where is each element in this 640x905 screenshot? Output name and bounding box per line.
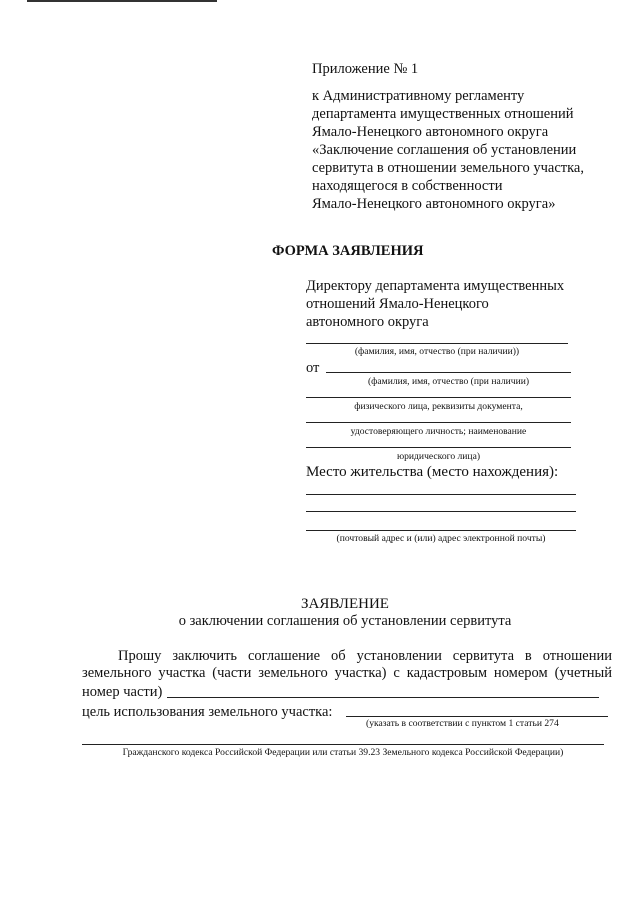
form-title: ФОРМА ЗАЯВЛЕНИЯ bbox=[272, 243, 424, 259]
director-fio-line[interactable] bbox=[306, 343, 568, 344]
address-line-2[interactable] bbox=[306, 511, 576, 512]
statement-body-line2: земельного участка (части земельного участка) с кадастровым номером (учетный bbox=[82, 665, 612, 681]
purpose-line[interactable] bbox=[346, 716, 608, 717]
statement-subtitle: о заключении соглашения об установлении сервитута bbox=[178, 613, 512, 629]
hint-address: (почтовый адрес и (или) адрес электронной почты) bbox=[336, 533, 546, 544]
appendix-line: департамента имущественных отношений bbox=[312, 106, 574, 122]
statement-body-line1: Прошу заключить соглашение об установлении сервитута в отношении bbox=[118, 648, 612, 664]
statement-body-line3: номер части) bbox=[82, 684, 163, 700]
addressee-line: отношений Ямало-Ненецкого bbox=[306, 296, 489, 312]
purpose-line-2[interactable] bbox=[82, 744, 604, 745]
legal-entity-line[interactable] bbox=[306, 447, 571, 448]
from-label: от bbox=[306, 360, 320, 376]
purpose-label: цель использования земельного участка: bbox=[82, 704, 333, 720]
appendix-line: сервитута в отношении земельного участка, bbox=[312, 160, 584, 176]
hint-fio-director: (фамилия, имя, отчество (при наличии)) bbox=[354, 346, 520, 357]
from-fio-line[interactable] bbox=[326, 372, 571, 373]
hint-purpose: (указать в соответствии с пунктом 1 статьи 274 bbox=[366, 718, 559, 729]
statement-title: ЗАЯВЛЕНИЕ bbox=[301, 596, 389, 612]
individual-line[interactable] bbox=[306, 397, 571, 398]
hint-code: Гражданского кодекса Российской Федерации или статьи 39.23 Земельного кодекса Российской Федерации) bbox=[122, 747, 564, 758]
appendix-line: Ямало-Ненецкого автономного округа bbox=[312, 124, 549, 140]
hint-identity: удостоверяющего личность; наименование bbox=[350, 426, 527, 437]
appendix-line: Ямало-Ненецкого автономного округа» bbox=[312, 196, 556, 212]
addressee-line: автономного округа bbox=[306, 314, 429, 330]
appendix-line: находящегося в собственности bbox=[312, 178, 503, 194]
identity-line[interactable] bbox=[306, 422, 571, 423]
residence-label: Место жительства (место нахождения): bbox=[306, 464, 559, 480]
cadastral-number-line[interactable] bbox=[167, 697, 599, 698]
address-line-3[interactable] bbox=[306, 530, 576, 531]
appendix-line: «Заключение соглашения об установлении bbox=[312, 142, 577, 158]
hint-legal: юридического лица) bbox=[396, 451, 481, 462]
hint-individual: физического лица, реквизиты документа, bbox=[354, 401, 523, 412]
top-edge-rule bbox=[27, 0, 217, 2]
hint-fio-from: (фамилия, имя, отчество (при наличии) bbox=[367, 376, 530, 387]
address-line-1[interactable] bbox=[306, 494, 576, 495]
appendix-number: Приложение № 1 bbox=[312, 61, 419, 77]
appendix-line: к Административному регламенту bbox=[312, 88, 525, 104]
addressee-line: Директору департамента имущественных bbox=[306, 278, 565, 294]
